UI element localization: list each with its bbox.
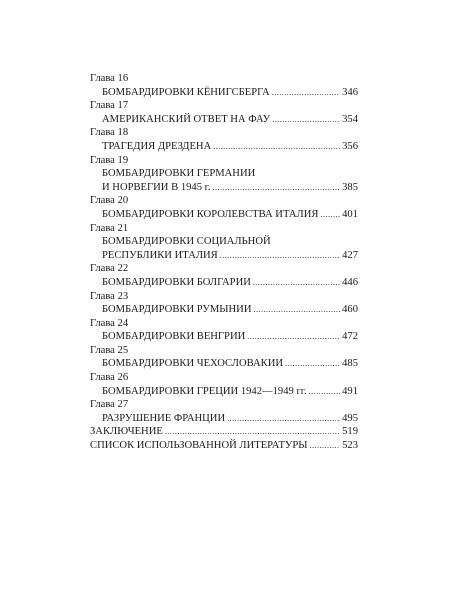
chapter-label: Глава 27 (90, 399, 129, 411)
section-title: СПИСОК ИСПОЛЬЗОВАННОЙ ЛИТЕРАТУРЫ (90, 440, 308, 452)
chapter-title: БОМБАРДИРОВКИ ГРЕЦИИ 1942—1949 гг. (102, 385, 307, 397)
table-of-contents (90, 72, 358, 453)
toc-row (90, 249, 358, 263)
toc-row (90, 235, 358, 249)
chapter-label: Глава 26 (90, 372, 129, 384)
toc-entry (90, 194, 358, 221)
page-number: 491 (342, 385, 358, 397)
toc-row (90, 385, 358, 399)
dot-leader (212, 181, 340, 195)
toc-row (90, 208, 358, 222)
toc-row (90, 140, 358, 154)
toc-row-conclusion (90, 425, 358, 439)
chapter-label: Глава 16 (90, 73, 129, 84)
dot-leader (220, 249, 340, 263)
toc-row-bibliography (90, 439, 358, 453)
page-number: 460 (342, 304, 358, 316)
dot-leader (272, 86, 340, 100)
toc-entry (90, 290, 358, 317)
toc-entry (90, 154, 358, 195)
chapter-title: ТРАГЕДИЯ ДРЕЗДЕНА (102, 140, 212, 152)
chapter-title-line: БОМБАРДИРОВКИ СОЦИАЛЬНОЙ (102, 236, 271, 248)
toc-row (90, 86, 358, 100)
chapter-label: Глава 25 (90, 344, 129, 356)
page-number: 485 (342, 358, 358, 370)
chapter-label: Глава 22 (90, 263, 129, 275)
chapter-label: Глава 19 (90, 154, 129, 166)
dot-leader (272, 113, 340, 127)
dot-leader (310, 439, 341, 453)
chapter-label: Глава 24 (90, 317, 129, 329)
page-number: 385 (342, 181, 358, 193)
toc-row (90, 357, 358, 371)
page-number: 519 (342, 426, 358, 438)
toc-entry (90, 99, 358, 126)
chapter-label: Глава 20 (90, 195, 129, 207)
dot-leader (254, 303, 341, 317)
toc-row (90, 276, 358, 290)
page-number: 495 (342, 412, 358, 424)
chapter-title: БОМБАРДИРОВКИ БОЛГАРИИ (102, 276, 251, 288)
toc-row (90, 412, 358, 426)
chapter-title: БОМБАРДИРОВКИ РУМЫНИИ (102, 304, 252, 316)
page-number: 354 (342, 113, 358, 125)
toc-row (90, 330, 358, 344)
toc-row (90, 167, 358, 181)
dot-leader (165, 425, 340, 439)
toc-entry (90, 126, 358, 153)
page-number: 401 (342, 208, 358, 220)
dot-leader (285, 357, 340, 371)
chapter-label: Глава 18 (90, 127, 129, 139)
page-number: 472 (342, 331, 358, 343)
chapter-title: АМЕРИКАНСКИЙ ОТВЕТ НА ФАУ (102, 113, 271, 125)
toc-entry (90, 222, 358, 263)
page-number: 346 (342, 86, 358, 98)
toc-entry (90, 262, 358, 289)
dot-leader (213, 140, 340, 154)
chapter-title-line: РЕСПУБЛИКИ ИТАЛИЯ (102, 249, 218, 261)
dot-leader (320, 208, 340, 222)
chapter-title-line: БОМБАРДИРОВКИ ГЕРМАНИИ (102, 168, 256, 180)
section-title: ЗАКЛЮЧЕНИЕ (90, 426, 163, 438)
toc-row (90, 181, 358, 195)
chapter-title: БОМБАРДИРОВКИ КЁНИГСБЕРГА (102, 86, 270, 98)
chapter-label: Глава 21 (90, 222, 129, 234)
toc-row (90, 303, 358, 317)
dot-leader (247, 330, 340, 344)
chapter-label: Глава 23 (90, 290, 129, 302)
dot-leader (253, 276, 340, 290)
dot-leader (227, 412, 340, 426)
chapter-title: БОМБАРДИРОВКИ ЧЕХОСЛОВАКИИ (102, 358, 284, 370)
chapter-title: БОМБАРДИРОВКИ КОРОЛЕВСТВА ИТАЛИЯ (102, 208, 319, 220)
toc-entry (90, 398, 358, 425)
toc-entry (90, 317, 358, 344)
page-number: 523 (342, 440, 358, 452)
chapter-label: Глава 17 (90, 100, 129, 112)
page-number: 427 (342, 249, 358, 261)
page-number: 446 (342, 276, 358, 288)
chapter-title: РАЗРУШЕНИЕ ФРАНЦИИ (102, 412, 226, 424)
toc-entry (90, 371, 358, 398)
chapter-title-line: И НОРВЕГИИ В 1945 г. (102, 181, 211, 193)
toc-row (90, 113, 358, 127)
toc-entry (90, 72, 358, 99)
toc-entry (90, 344, 358, 371)
dot-leader (309, 385, 341, 399)
chapter-title: БОМБАРДИРОВКИ ВЕНГРИИ (102, 331, 246, 343)
page-number: 356 (342, 140, 358, 152)
